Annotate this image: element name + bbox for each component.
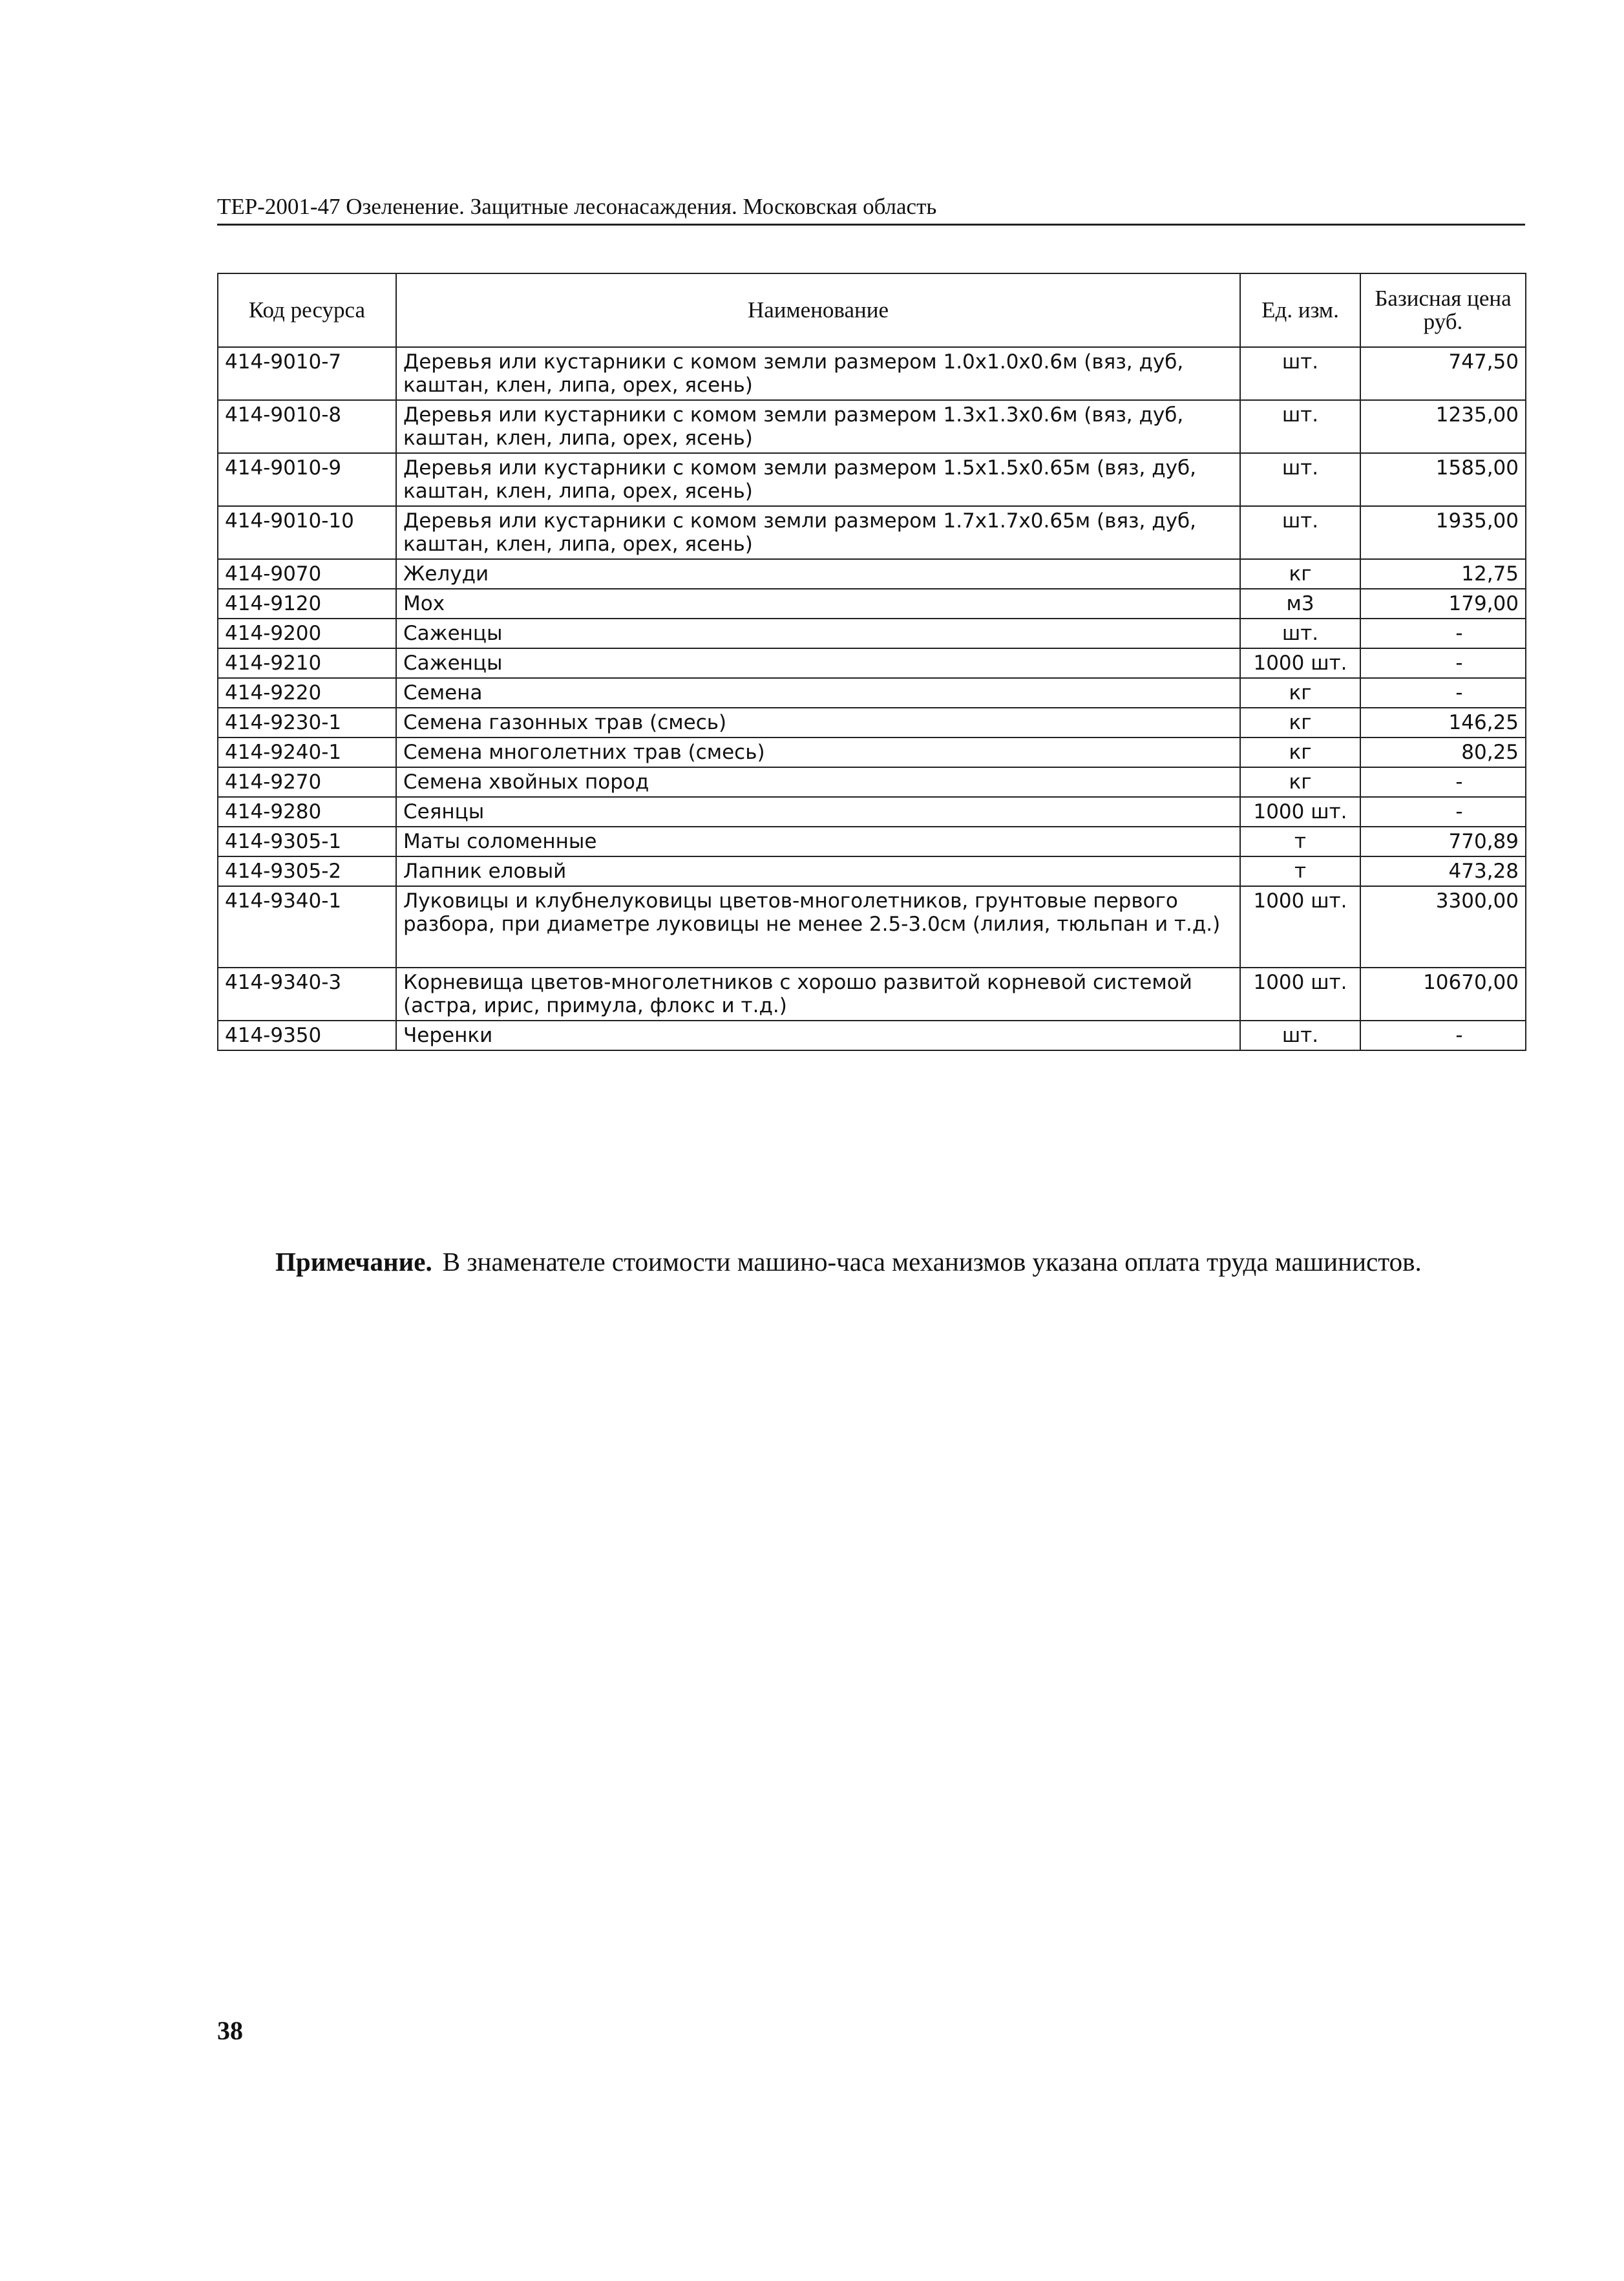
cell-code: 414-9280 xyxy=(218,797,396,827)
cell-price: 1585,00 xyxy=(1360,453,1526,506)
cell-name: Семена многолетних трав (смесь) xyxy=(396,737,1240,767)
cell-name: Луковицы и клубнелуковицы цветов-многолетников, грунтовые первого разбора, при диаметре луковицы не менее 2.5-3.0см (лилия, тюльпан и т.д.) xyxy=(396,886,1240,968)
cell-price: - xyxy=(1360,678,1526,708)
cell-price: - xyxy=(1360,1021,1526,1050)
table-row xyxy=(218,968,1526,1021)
cell-code: 414-9010-10 xyxy=(218,506,396,559)
cell-price: - xyxy=(1360,797,1526,827)
cell-code: 414-9305-1 xyxy=(218,827,396,856)
cell-price: 80,25 xyxy=(1360,737,1526,767)
cell-price: 12,75 xyxy=(1360,559,1526,589)
cell-price: 3300,00 xyxy=(1360,886,1526,968)
page-number: 38 xyxy=(217,2016,243,2045)
table-row xyxy=(218,678,1526,708)
cell-code: 414-9010-9 xyxy=(218,453,396,506)
cell-name: Черенки xyxy=(396,1021,1240,1050)
cell-price: 179,00 xyxy=(1360,589,1526,619)
cell-name: Лапник еловый xyxy=(396,856,1240,886)
cell-code: 414-9305-2 xyxy=(218,856,396,886)
cell-price: - xyxy=(1360,648,1526,678)
table-row xyxy=(218,506,1526,559)
cell-name: Корневища цветов-многолетников с хорошо развитой корневой системой (астра, ирис, примула, флокс и т.д.) xyxy=(396,968,1240,1021)
cell-price: 1235,00 xyxy=(1360,400,1526,453)
table-row xyxy=(218,453,1526,506)
cell-code: 414-9350 xyxy=(218,1021,396,1050)
table-row xyxy=(218,648,1526,678)
cell-unit: кг xyxy=(1240,767,1360,797)
cell-price: 1935,00 xyxy=(1360,506,1526,559)
cell-code: 414-9120 xyxy=(218,589,396,619)
cell-code: 414-9230-1 xyxy=(218,708,396,737)
cell-price: 10670,00 xyxy=(1360,968,1526,1021)
table-row xyxy=(218,797,1526,827)
table-row xyxy=(218,886,1526,968)
table-row xyxy=(218,559,1526,589)
cell-name: Деревья или кустарники с комом земли размером 1.7x1.7x0.65м (вяз, дуб, каштан, клен, липа, орех, ясень) xyxy=(396,506,1240,559)
cell-name: Мох xyxy=(396,589,1240,619)
table-row xyxy=(218,856,1526,886)
table-row xyxy=(218,708,1526,737)
table-row xyxy=(218,767,1526,797)
cell-unit: шт. xyxy=(1240,400,1360,453)
cell-unit: шт. xyxy=(1240,347,1360,400)
cell-code: 414-9210 xyxy=(218,648,396,678)
cell-unit: м3 xyxy=(1240,589,1360,619)
page-header: ТЕР-2001-47 Озеленение. Защитные лесонасаждения. Московская область xyxy=(217,194,1525,226)
cell-code: 414-9200 xyxy=(218,619,396,648)
cell-name: Семена хвойных пород xyxy=(396,767,1240,797)
cell-price: 146,25 xyxy=(1360,708,1526,737)
note-text: В знаменателе стоимости машино-часа механизмов указана оплата труда машинистов. xyxy=(442,1247,1422,1277)
note xyxy=(275,1246,1542,1277)
cell-name: Семена газонных трав (смесь) xyxy=(396,708,1240,737)
cell-code: 414-9340-3 xyxy=(218,968,396,1021)
cell-code: 414-9340-1 xyxy=(218,886,396,968)
cell-unit: шт. xyxy=(1240,1021,1360,1050)
cell-unit: шт. xyxy=(1240,453,1360,506)
cell-unit: кг xyxy=(1240,708,1360,737)
table-row xyxy=(218,589,1526,619)
cell-price: 770,89 xyxy=(1360,827,1526,856)
cell-name: Маты соломенные xyxy=(396,827,1240,856)
cell-unit: т xyxy=(1240,856,1360,886)
table-row xyxy=(218,737,1526,767)
note-label: Примечание. xyxy=(275,1247,432,1277)
cell-code: 414-9270 xyxy=(218,767,396,797)
cell-unit: 1000 шт. xyxy=(1240,797,1360,827)
cell-unit: шт. xyxy=(1240,619,1360,648)
cell-price: 473,28 xyxy=(1360,856,1526,886)
cell-name: Семена xyxy=(396,678,1240,708)
cell-code: 414-9240-1 xyxy=(218,737,396,767)
cell-name: Желуди xyxy=(396,559,1240,589)
cell-code: 414-9070 xyxy=(218,559,396,589)
cell-unit: кг xyxy=(1240,678,1360,708)
cell-name: Деревья или кустарники с комом земли размером 1.0x1.0x0.6м (вяз, дуб, каштан, клен, липа, орех, ясень) xyxy=(396,347,1240,400)
cell-unit: 1000 шт. xyxy=(1240,648,1360,678)
table-row xyxy=(218,400,1526,453)
cell-code: 414-9010-7 xyxy=(218,347,396,400)
cell-price: - xyxy=(1360,619,1526,648)
cell-name: Саженцы xyxy=(396,648,1240,678)
column-header-unit: Ед. изм. xyxy=(1240,273,1360,347)
table-row xyxy=(218,1021,1526,1050)
cell-code: 414-9220 xyxy=(218,678,396,708)
cell-code: 414-9010-8 xyxy=(218,400,396,453)
table-row xyxy=(218,619,1526,648)
cell-name: Деревья или кустарники с комом земли размером 1.3x1.3x0.6м (вяз, дуб, каштан, клен, липа, орех, ясень) xyxy=(396,400,1240,453)
cell-unit: 1000 шт. xyxy=(1240,968,1360,1021)
column-header-code: Код ресурса xyxy=(218,273,396,347)
table-header-row xyxy=(218,273,1526,347)
cell-name: Саженцы xyxy=(396,619,1240,648)
cell-name: Сеянцы xyxy=(396,797,1240,827)
cell-unit: кг xyxy=(1240,559,1360,589)
column-header-name: Наименование xyxy=(396,273,1240,347)
cell-unit: т xyxy=(1240,827,1360,856)
cell-unit: 1000 шт. xyxy=(1240,886,1360,968)
resource-table xyxy=(217,273,1526,1051)
table-body xyxy=(218,347,1526,1050)
cell-price: - xyxy=(1360,767,1526,797)
column-header-price: Базисная цена руб. xyxy=(1360,273,1526,347)
table-row xyxy=(218,827,1526,856)
table-row xyxy=(218,347,1526,400)
cell-unit: кг xyxy=(1240,737,1360,767)
cell-unit: шт. xyxy=(1240,506,1360,559)
cell-name: Деревья или кустарники с комом земли размером 1.5x1.5x0.65м (вяз, дуб, каштан, клен, липа, орех, ясень) xyxy=(396,453,1240,506)
cell-price: 747,50 xyxy=(1360,347,1526,400)
